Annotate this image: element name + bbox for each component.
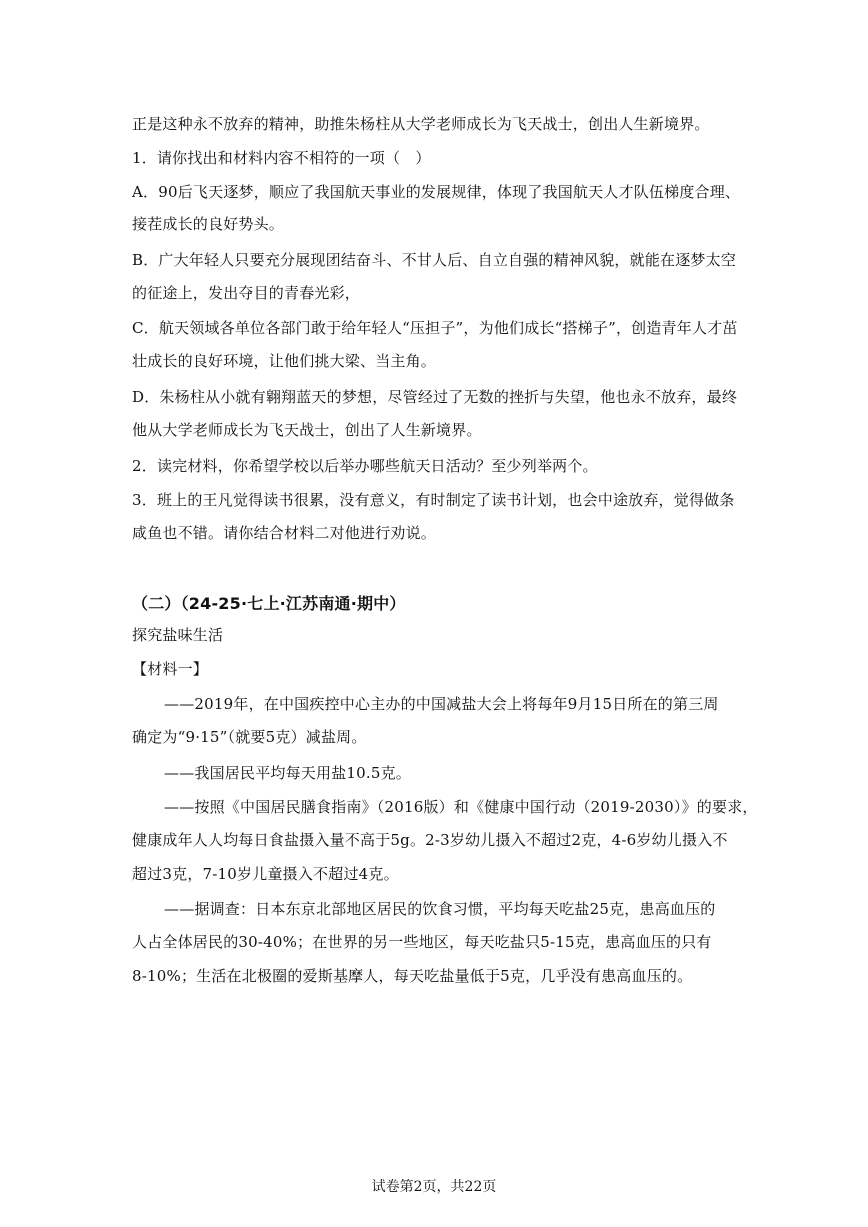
material-line: 健康成年人人均每日食盐摄入量不高于5g。2-3岁幼儿摄入不超过2克，4-6岁幼儿摄入不 — [132, 831, 728, 849]
option-c-line-1: C．航天领域各单位各部门敢于给年轻人“压担子”，为他们成长“搭梯子”，创造青年人才茁 — [132, 319, 738, 337]
question-3-line-1: 3．班上的王凡觉得读书很累，没有意义，有时制定了读书计划，也会中途放弃，觉得做条 — [132, 491, 735, 509]
option-d-line-2: 他从大学老师成长为飞天战士，创出了人生新境界。 — [132, 421, 482, 439]
question-3-line-2: 咸鱼也不错。请你结合材料二对他进行劝说。 — [132, 524, 437, 542]
material-line: ——2019年，在中国疾控中心主办的中国减盐大会上将每年9月15日所在的第三周 — [164, 695, 719, 713]
material-line: 超过3克，7-10岁儿童摄入不超过4克。 — [132, 865, 399, 883]
option-b-line-2: 的征途上，发出夺目的青春光彩， — [132, 284, 361, 302]
question-2: 2．读完材料，你希望学校以后举办哪些航天日活动？至少列举两个。 — [132, 457, 598, 475]
material-line: 确定为“9·15”（就要5克）减盐周。 — [132, 728, 367, 746]
option-b-line-1: B．广大年轻人只要充分展现团结奋斗、不甘人后、自立自强的精神风貌，就能在逐梦太空 — [132, 251, 737, 269]
option-d-line-1: D．朱杨柱从小就有翱翔蓝天的梦想，尽管经过了无数的挫折与失望，他也永不放弃，最终 — [132, 388, 738, 406]
option-a-line-1: A．90后飞天逐梦，顺应了我国航天事业的发展规律，体现了我国航天人才队伍梯度合理、 — [132, 183, 741, 201]
material-label: 【材料一】 — [132, 660, 209, 678]
material-line: 8-10%；生活在北极圈的爱斯基摩人，每天吃盐量低于5克，几乎没有患高血压的。 — [132, 967, 693, 985]
option-a-line-2: 接茬成长的良好势头。 — [132, 215, 285, 233]
page-footer: 试卷第2页，共22页 — [371, 1179, 497, 1195]
option-c-line-2: 壮成长的良好环境，让他们挑大梁、当主角。 — [132, 352, 437, 370]
passage-closing-line: 正是这种永不放弃的精神，助推朱杨柱从大学老师成长为飞天战士，创出人生新境界。 — [132, 115, 710, 133]
question-1: 1．请你找出和材料内容不相符的一项（ ） — [132, 149, 431, 167]
material-line: ——按照《中国居民膳食指南》（2016版）和《健康中国行动（2019-2030）》的要求， — [164, 798, 758, 816]
section-heading: （二）（24-25·七上·江苏南通·期中） — [132, 594, 406, 613]
material-line: ——我国居民平均每天用盐10.5克。 — [164, 764, 411, 782]
material-line: 人占全体居民的30-40%；在世界的另一些地区，每天吃盐只5-15克，患高血压的只有 — [132, 933, 712, 951]
section-title: 探究盐味生活 — [132, 626, 224, 644]
material-line: ——据调查：日本东京北部地区居民的饮食习惯，平均每天吃盐25克，患高血压的 — [164, 900, 716, 918]
